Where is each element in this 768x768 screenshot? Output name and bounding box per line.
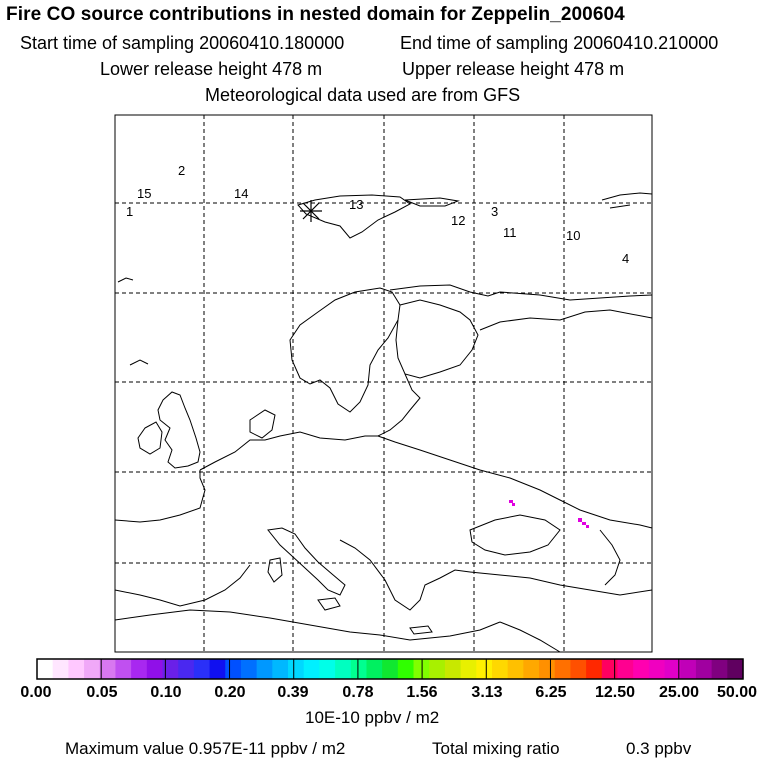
colorbar-tick: 50.00	[716, 684, 758, 701]
lower-release-label: Lower release height 478 m	[100, 59, 323, 79]
traj-label: 12	[451, 213, 466, 228]
colorbar-swatch	[257, 659, 273, 679]
colorbar-swatch	[272, 659, 288, 679]
colorbar-swatch	[366, 659, 382, 679]
traj-label: 1	[126, 204, 134, 219]
colorbar-swatch	[492, 659, 508, 679]
colorbar-swatch	[555, 659, 571, 679]
asterisk-icon	[300, 200, 322, 222]
colorbar-swatch	[68, 659, 84, 679]
colorbar-swatch	[131, 659, 147, 679]
colorbar-swatch	[617, 659, 633, 679]
colorbar-swatch	[210, 659, 226, 679]
colorbar-swatch	[100, 659, 116, 679]
traj-label: 2	[178, 163, 186, 178]
colorbar-swatch	[351, 659, 367, 679]
total-mixing-value: 0.3 ppbv	[626, 739, 692, 758]
colorbar-swatch	[712, 659, 728, 679]
colorbar-swatch	[84, 659, 100, 679]
meteo-source-label: Meteorological data used are from GFS	[205, 85, 521, 105]
maximum-value-label: Maximum value 0.957E-11 ppbv / m2	[65, 739, 346, 758]
total-mixing-label: Total mixing ratio	[432, 739, 560, 758]
end-time-label: End time of sampling 20060410.210000	[400, 33, 719, 53]
colorbar-swatch	[37, 659, 53, 679]
colorbar-swatch	[445, 659, 461, 679]
colorbar-tick: 0.05	[86, 684, 118, 701]
colorbar-swatch	[602, 659, 618, 679]
colorbar-swatch	[696, 659, 712, 679]
colorbar-swatch	[680, 659, 696, 679]
traj-label: 15	[137, 186, 152, 201]
traj-label: 14	[234, 186, 249, 201]
colorbar-tick: 3.13	[471, 684, 503, 701]
colorbar-swatch	[225, 659, 241, 679]
colorbar-tick: 25.00	[658, 684, 700, 701]
colorbar-swatch	[382, 659, 398, 679]
colorbar-tick: 0.10	[150, 684, 182, 701]
colorbar-swatch	[508, 659, 524, 679]
colorbar-swatch	[178, 659, 194, 679]
traj-label: 3	[491, 204, 499, 219]
colorbar-swatch	[335, 659, 351, 679]
colorbar-swatch	[461, 659, 477, 679]
traj-label: 10	[566, 228, 581, 243]
colorbar-swatch	[586, 659, 602, 679]
colorbar-swatch	[429, 659, 445, 679]
colorbar-swatch	[398, 659, 414, 679]
colorbar-swatch	[649, 659, 665, 679]
colorbar-swatch	[304, 659, 320, 679]
colorbar-tick: 1.56	[406, 684, 438, 701]
traj-label: 11	[503, 225, 517, 240]
colorbar-tick: 0.20	[214, 684, 246, 701]
colorbar-swatch	[523, 659, 539, 679]
colorbar-swatch	[288, 659, 304, 679]
colorbar	[37, 659, 744, 679]
colorbar-tick: 12.50	[594, 684, 636, 701]
colorbar-tick: 0.78	[342, 684, 374, 701]
traj-label: 4	[622, 251, 630, 266]
colorbar-swatch	[241, 659, 257, 679]
colorbar-units: 10E-10 ppbv / m2	[305, 708, 440, 727]
colorbar-swatch	[53, 659, 69, 679]
colorbar-tick: 0.39	[277, 684, 309, 701]
start-time-label: Start time of sampling 20060410.180000	[20, 33, 345, 53]
colorbar-swatch	[570, 659, 586, 679]
colorbar-swatch	[319, 659, 335, 679]
colorbar-swatch	[147, 659, 163, 679]
colorbar-swatch	[194, 659, 210, 679]
upper-release-label: Upper release height 478 m	[402, 59, 625, 79]
colorbar-swatch	[633, 659, 649, 679]
colorbar-swatch	[727, 659, 743, 679]
colorbar-tick: 6.25	[535, 684, 567, 701]
colorbar-swatch	[115, 659, 131, 679]
plot-title: Fire CO source contributions in nested domain for Zeppelin_200604	[6, 4, 625, 25]
colorbar-tick: 0.00	[20, 684, 52, 701]
colorbar-swatch	[476, 659, 492, 679]
traj-label: 13	[349, 197, 364, 212]
colorbar-swatch	[539, 659, 555, 679]
